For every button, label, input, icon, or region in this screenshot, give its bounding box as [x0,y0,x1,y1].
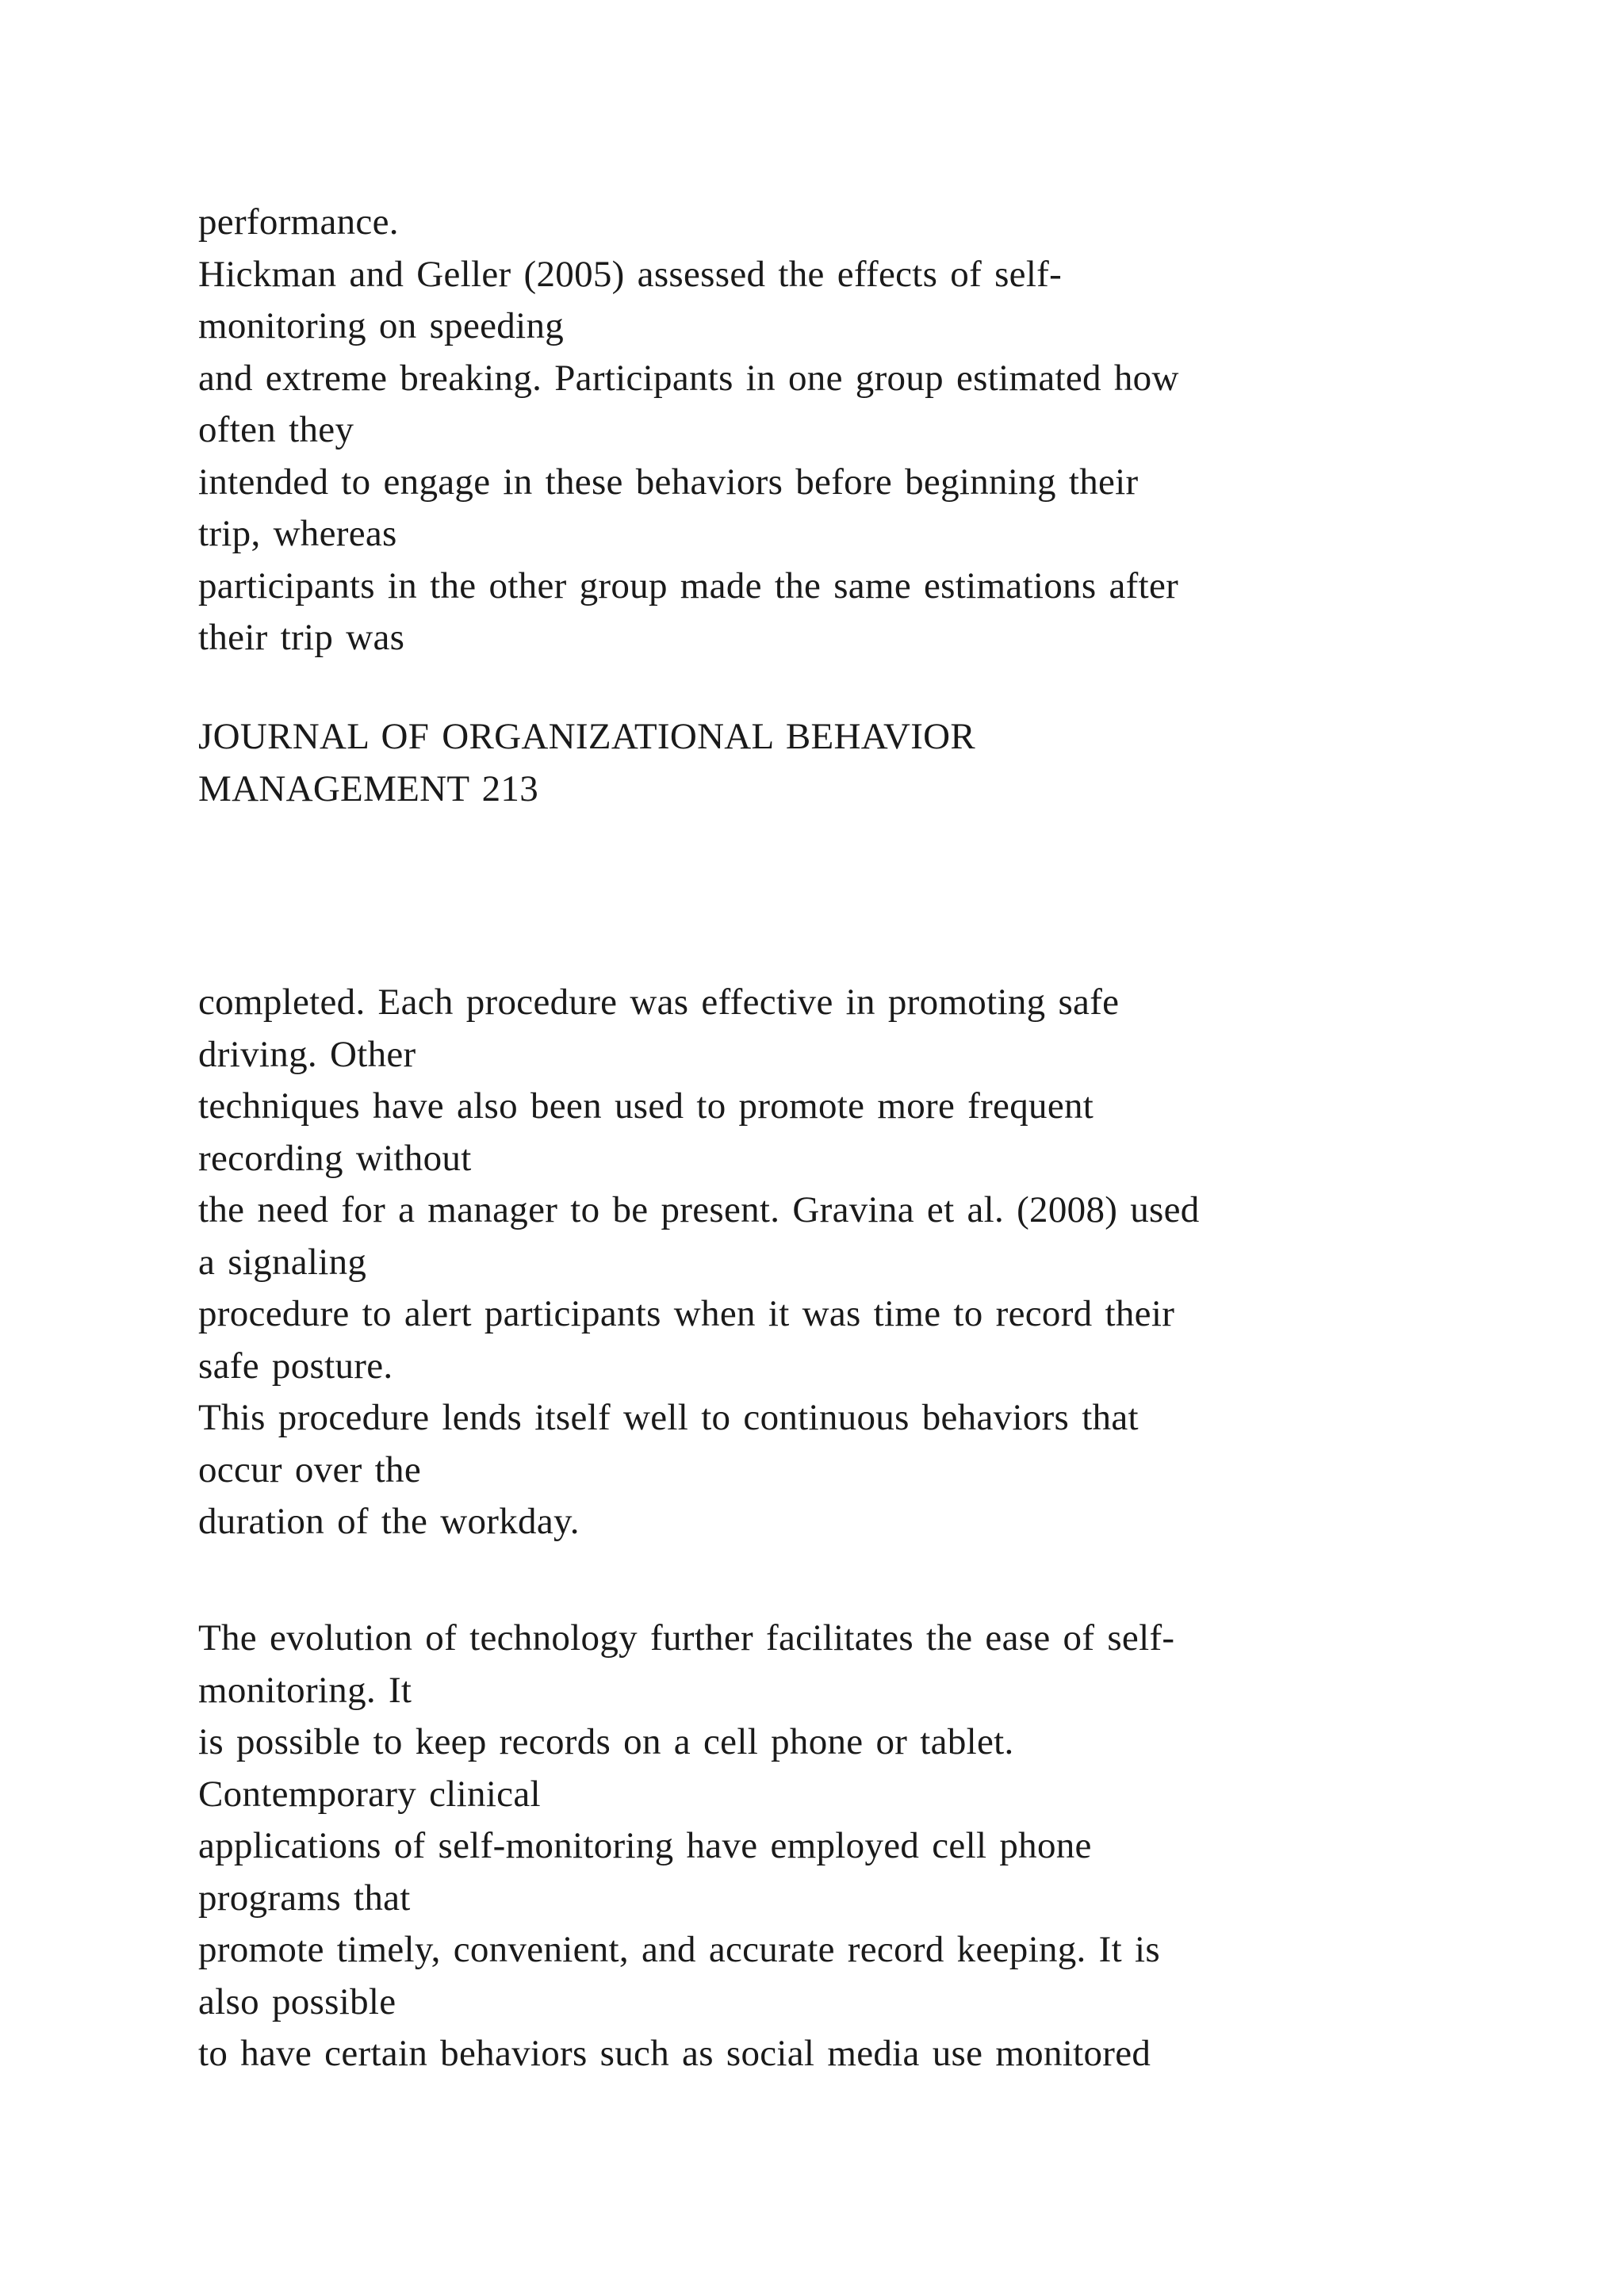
text-line: procedure to alert participants when it was time to record their [198,1293,1175,1334]
text-line: promote timely, convenient, and accurate record keeping. It is [198,1929,1160,1970]
text-line: is possible to keep records on a cell phone or tablet. [198,1721,1014,1762]
text-line: duration of the workday. [198,1501,580,1542]
text-line: also possible [198,1980,396,2022]
text-line: often they [198,409,354,450]
text-line: This procedure lends itself well to continuous behaviors that [198,1397,1139,1438]
text-line: to have certain behaviors such as social media use monitored [198,2033,1151,2074]
paragraph-hickman-geller [198,197,1435,664]
text-line: and extreme breaking. Participants in one group estimated how [198,357,1179,399]
text-line: monitoring on speeding [198,305,565,346]
text-line: recording without [198,1137,472,1179]
text-line: techniques have also been used to promote more frequent [198,1085,1094,1127]
text-line: the need for a manager to be present. Gravina et al. (2008) used [198,1189,1200,1230]
paragraph-technology [198,1613,1435,2080]
journal-page-number: MANAGEMENT 213 [198,767,539,809]
paragraph-completed [198,977,1435,1548]
text-line: monitoring. It [198,1669,412,1711]
text-line: completed. Each procedure was effective in promoting safe [198,982,1120,1023]
running-header [198,711,1435,815]
text-line: participants in the other group made the same estimations after [198,564,1179,607]
text-line: driving. Other [198,1033,416,1075]
text-line: trip, whereas [198,513,397,554]
text-line: occur over the [198,1448,422,1490]
text-line: their trip was [198,617,405,658]
journal-title: JOURNAL OF ORGANIZATIONAL BEHAVIOR [198,716,976,757]
text-line: The evolution of technology further facilitates the ease of self- [198,1617,1175,1659]
text-line: safe posture. [198,1345,393,1387]
text-line: Hickman and Geller (2005) assessed the effects of self- [198,253,1063,295]
text-line: performance. [198,201,399,243]
text-line: a signaling [198,1241,367,1283]
text-line: Contemporary clinical [198,1773,541,1815]
text-line: programs that [198,1877,411,1919]
text-line: applications of self-monitoring have employed cell phone [198,1825,1092,1866]
text-line: intended to engage in these behaviors before beginning their [198,461,1139,503]
